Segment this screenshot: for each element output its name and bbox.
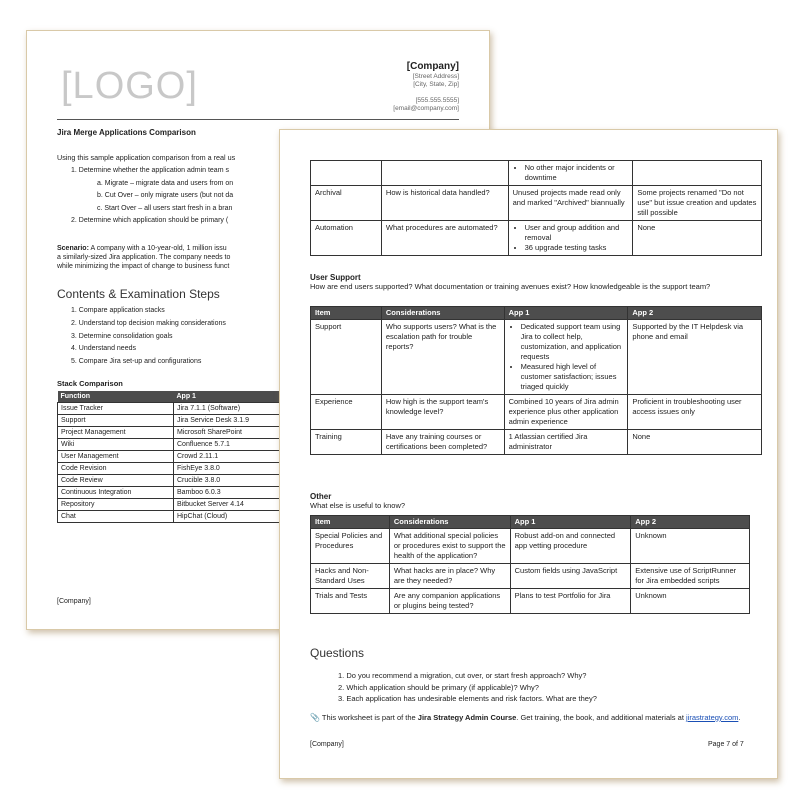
- bullet-list: [513, 223, 629, 253]
- table-row: [311, 320, 762, 395]
- app2-cell: None: [628, 430, 762, 455]
- item-cell: Experience: [311, 395, 382, 430]
- column-header: Item: [311, 307, 382, 320]
- column-header: App 2: [628, 307, 762, 320]
- function-cell: Chat: [58, 510, 174, 522]
- app1-cell: FishEye 3.8.0: [174, 462, 294, 474]
- app1-cell: [508, 221, 633, 256]
- app1-cell: Crowd 2.11.1: [174, 450, 294, 462]
- app2-cell: Supported by the IT Helpdesk via phone and email: [628, 320, 762, 395]
- column-header: Considerations: [381, 307, 504, 320]
- city-state-zip: [City, State, Zip]: [413, 81, 459, 88]
- table-row: [58, 438, 294, 450]
- app1-cell: Combined 10 years of Jira admin experience plus other application admin experience: [504, 395, 628, 430]
- app1-cell: Jira 7.1.1 (Software): [174, 402, 294, 414]
- function-cell: Code Review: [58, 474, 174, 486]
- contents-heading: Contents & Examination Steps: [57, 287, 220, 301]
- column-header: Item: [311, 516, 390, 529]
- app1-cell: Custom fields using JavaScript: [510, 564, 631, 589]
- contents-item: 5. Compare Jira set-up and configurations: [71, 358, 202, 366]
- bullet-item: • 36 upgrade testing tasks: [525, 243, 629, 253]
- table-row: [311, 564, 750, 589]
- app1-cell: HipChat (Cloud): [174, 510, 294, 522]
- app2-cell: Some projects renamed "Do not use" but issue creation and updates still possible: [633, 186, 762, 221]
- section-description: How are end users supported? What documentation or training avenues exist? How knowledgeable is the support team?: [310, 282, 711, 291]
- step-item: 2. Determine which application should be primary (: [71, 217, 229, 224]
- column-header: App 1: [504, 307, 628, 320]
- function-cell: Project Management: [58, 426, 174, 438]
- app1-cell: Bitbucket Server 4.14: [174, 498, 294, 510]
- company-name: [Company]: [406, 61, 459, 72]
- step-item: a. Migrate – migrate data and users from on: [97, 179, 234, 187]
- table-row: [311, 430, 762, 455]
- column-header: App 1: [174, 391, 294, 402]
- note-middle: . Get training, the book, and additional materials at: [516, 713, 686, 722]
- other-table-body: [311, 529, 750, 614]
- app2-cell: Unknown: [631, 589, 750, 614]
- consideration-cell: What additional special policies or procedures exist to support the health of the application?: [389, 529, 510, 564]
- website-link[interactable]: jirastrategy.com: [685, 713, 739, 722]
- contents-item: 4. Understand needs: [71, 345, 136, 353]
- app1-cell: Unused projects made read only and marked "Archived" biannually: [508, 186, 633, 221]
- bullet-list: [509, 322, 624, 392]
- page-number: Page 7 of 7: [708, 741, 744, 748]
- consideration-cell: What procedures are automated?: [381, 221, 508, 256]
- item-cell: Support: [311, 320, 382, 395]
- app1-cell: [504, 320, 628, 395]
- intro-text: Using this sample application comparison from a real us: [57, 153, 236, 162]
- app1-cell: [508, 161, 633, 186]
- function-cell: Wiki: [58, 438, 174, 450]
- item-cell: Automation: [311, 221, 382, 256]
- table-row: [311, 186, 762, 221]
- contents-item: 3. Determine consolidation goals: [71, 332, 173, 340]
- app1-cell: Confluence 5.7.1: [174, 438, 294, 450]
- item-cell: Hacks and Non-Standard Uses: [311, 564, 390, 589]
- email: [email@company.com]: [393, 105, 459, 112]
- section-description: What else is useful to know?: [310, 501, 406, 510]
- item-cell: Archival: [311, 186, 382, 221]
- function-cell: Repository: [58, 498, 174, 510]
- step-item: 1. Determine whether the application admin team s: [71, 167, 229, 174]
- consideration-cell: What hacks are in place? Why are they needed?: [389, 564, 510, 589]
- app1-cell: Bamboo 6.0.3: [174, 486, 294, 498]
- table-row: [311, 395, 762, 430]
- function-cell: Support: [58, 414, 174, 426]
- section-title: User Support: [310, 273, 361, 282]
- other-section: [310, 492, 762, 511]
- table-row: [58, 486, 294, 498]
- stack-table: [57, 391, 294, 523]
- table-row: [58, 498, 294, 510]
- user-support-table-body: [311, 320, 762, 455]
- app1-cell: Microsoft SharePoint: [174, 426, 294, 438]
- app1-cell: Crucible 3.8.0: [174, 474, 294, 486]
- column-header: App 2: [631, 516, 750, 529]
- bullet-item: • No other major incidents or downtime: [525, 163, 629, 183]
- step-item: b. Cut Over – only migrate users (but not da: [97, 192, 234, 199]
- user-support-table: [310, 306, 762, 455]
- function-cell: User Management: [58, 450, 174, 462]
- app2-cell: None: [633, 221, 762, 256]
- item-cell: Training: [311, 430, 382, 455]
- other-table: [310, 515, 750, 614]
- bullet-item: • Measured high level of customer satisfaction; issues triaged quickly: [521, 362, 624, 392]
- table-row: [58, 402, 294, 414]
- table-row: [311, 221, 762, 256]
- item-cell: Special Policies and Procedures: [311, 529, 390, 564]
- bullet-list: [513, 163, 629, 183]
- contents-item: 1. Compare application stacks: [71, 307, 165, 314]
- consideration-cell: How is historical data handled?: [381, 186, 508, 221]
- top-table-body: [311, 161, 762, 256]
- section-title: Other: [310, 492, 332, 501]
- bullet-item: • User and group addition and removal: [525, 223, 629, 243]
- consideration-cell: How high is the support team's knowledge level?: [381, 395, 504, 430]
- consideration-cell: Who supports users? What is the escalation path for trouble reports?: [381, 320, 504, 395]
- app2-cell: Proficient in troubleshooting user access issues only: [628, 395, 762, 430]
- questions-heading: Questions: [310, 646, 365, 660]
- steps-list: [71, 165, 233, 228]
- table-row: [311, 529, 750, 564]
- scenario-line: A company with a 10-year-old, 1 million issu: [88, 245, 227, 252]
- logo-placeholder: [LOGO]: [61, 65, 198, 107]
- scenario-line: a similarly-sized Jira application. The company needs to: [57, 254, 231, 261]
- table-row: [311, 161, 762, 186]
- column-header: Considerations: [389, 516, 510, 529]
- app2-cell: Extensive use of ScriptRunner for Jira embedded scripts: [631, 564, 750, 589]
- question-item: 3. Each application has undesirable elements and risk factors. What are they?: [338, 694, 597, 703]
- item-cell: Trials and Tests: [311, 589, 390, 614]
- top-table: [310, 160, 762, 256]
- app1-cell: Robust add-on and connected app vetting procedure: [510, 529, 631, 564]
- front-page: [279, 129, 778, 779]
- function-cell: Continuous Integration: [58, 486, 174, 498]
- course-note: [310, 713, 750, 723]
- scenario-text: [57, 244, 230, 271]
- footer-company: [Company]: [57, 598, 91, 605]
- step-item: c. Start Over – all users start fresh in a bran: [97, 204, 233, 212]
- stack-table-body: [58, 402, 294, 522]
- company-address-block: [393, 61, 459, 113]
- app1-cell: 1 Atlassian certified Jira administrator: [504, 430, 628, 455]
- table-row: [58, 474, 294, 486]
- contents-item: 2. Understand top decision making considerations: [71, 319, 226, 327]
- course-name: Jira Strategy Admin Course: [417, 713, 517, 722]
- phone: [555.555.5555]: [415, 97, 459, 104]
- consideration-cell: Are any companion applications or plugins being tested?: [389, 589, 510, 614]
- scenario-label: Scenario:: [57, 245, 89, 252]
- column-header: App 1: [510, 516, 631, 529]
- note-prefix: This worksheet is part of the: [319, 713, 418, 722]
- stack-heading: Stack Comparison: [57, 379, 123, 388]
- column-header: Function: [58, 391, 174, 402]
- document-title: Jira Merge Applications Comparison: [57, 128, 196, 137]
- table-row: [58, 462, 294, 474]
- header-divider: [57, 119, 459, 120]
- item-cell: [311, 161, 382, 186]
- question-item: 1. Do you recommend a migration, cut over, or start fresh approach? Why?: [338, 671, 587, 680]
- table-row: [58, 450, 294, 462]
- footer-company: [Company]: [310, 741, 344, 748]
- question-item: 2. Which application should be primary (if applicable)? Why?: [338, 682, 539, 692]
- street-address: [Street Address]: [412, 73, 459, 80]
- user-support-section: [310, 273, 762, 292]
- bullet-item: • Dedicated support team using Jira to collect help, customization, and application requests: [521, 322, 624, 362]
- table-row: [58, 510, 294, 522]
- note-suffix: .: [738, 713, 741, 722]
- questions-list: [338, 670, 597, 705]
- consideration-cell: [381, 161, 508, 186]
- table-row: [58, 426, 294, 438]
- scenario-line: while minimizing the impact of change to business funct: [57, 263, 230, 270]
- function-cell: Issue Tracker: [58, 402, 174, 414]
- app1-cell: Jira Service Desk 3.1.9: [174, 414, 294, 426]
- table-row: [58, 414, 294, 426]
- consideration-cell: Have any training courses or certifications been completed?: [381, 430, 504, 455]
- app1-cell: Plans to test Portfolio for Jira: [510, 589, 631, 614]
- paperclip-icon: 📎: [310, 713, 320, 722]
- app2-cell: [633, 161, 762, 186]
- contents-list: [71, 305, 226, 369]
- function-cell: Code Revision: [58, 462, 174, 474]
- app2-cell: Unknown: [631, 529, 750, 564]
- table-row: [311, 589, 750, 614]
